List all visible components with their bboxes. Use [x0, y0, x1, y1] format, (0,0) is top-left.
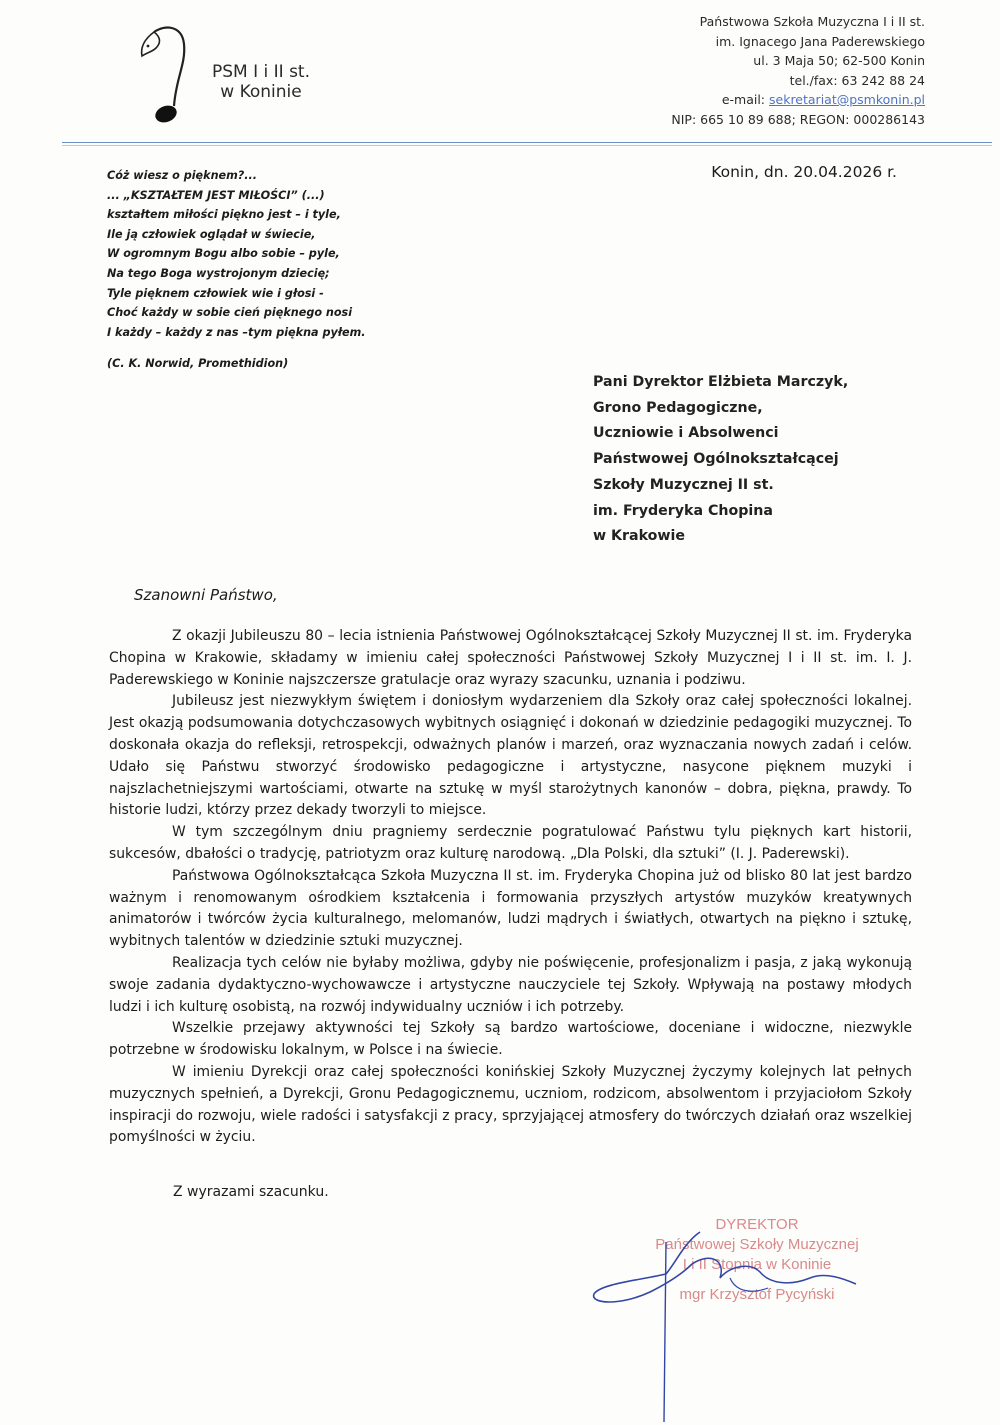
- recipient-line: Państwowej Ogólnokształcącej: [593, 451, 839, 468]
- recipient-line: Szkoły Muzycznej II st.: [593, 476, 774, 493]
- letter-greeting: Szanowni Państwo,: [134, 586, 278, 604]
- letter-paragraph: Wszelkie przejawy aktywności tej Szkoły są bardzo wartościowe, doceniane i widoczne, niezwykle potrzebne w środowisku lokalnym, w Polsce i na świecie.: [109, 1020, 912, 1059]
- school-ids: NIP: 665 10 89 688; REGON: 000286143: [671, 111, 925, 127]
- quote-line: Choć każdy w sobie cień pięknego nosi: [107, 306, 353, 320]
- school-name: Państwowa Szkoła Muzyczna I i II st.: [699, 14, 925, 29]
- school-email-row: [671, 90, 925, 110]
- school-patron: im. Ignacego Jana Paderewskiego: [715, 33, 925, 49]
- logo-text-line1: PSM I i II st.: [211, 62, 310, 82]
- recipient-line: Pani Dyrektor Elżbieta Marczyk,: [593, 374, 849, 390]
- letter-date: Konin, dn. 20.04.2026 r.: [711, 163, 897, 181]
- quote-line: kształtem miłości piękno jest – i tyle,: [107, 208, 341, 222]
- letter-paragraph: W tym szczególnym dniu pragniemy serdecznie pogratulować Państwu tylu pięknych kart historii, sukcesów, dbałości o tradycję, patriotyzm oraz kulturę narodową. „Dla Polski, dla sztuki” (I. J. Paderewski).: [109, 824, 912, 862]
- stamp-director-name: mgr Krzysztof Pycyński: [679, 1286, 835, 1303]
- quote-line: ... „KSZTAŁTEM JEST MIŁOŚCI” (...): [107, 188, 325, 202]
- school-phone: tel./fax: 63 242 88 24: [789, 72, 925, 88]
- stamp-school: Państwowej Szkoły Muzycznej: [655, 1236, 859, 1253]
- recipient-line: w Krakowie: [593, 528, 686, 545]
- logo-text-line2: w Koninie: [220, 82, 302, 102]
- letter-paragraph: Realizacja tych celów nie byłaby możliwa, gdyby nie poświęcenie, profesjonalizm i pasja, z jaką wykonują swoje zadania dydaktyczno-wychowawcze i artystyczne nauczyciele tej Szkoły. Wpływają na postawy młodych ludzi i ich kulturę osobistą, na rozwój indywidualny uczniów i ich potrzeby.: [109, 954, 912, 1015]
- letter-paragraph: W imieniu Dyrekcji oraz całej społeczności konińskiej Szkoły Muzycznej życzymy kolejnych lat pełnych muzycznych spełnień, a Dyrekcji, Gronu Pedagogicznemu, uczniom, rodzicom, absolwentom i przyjaciołom Szkoły inspiracji do rozwoju, wiele radości i satysfakcji z pracy, sprzyjającej atmosfery do twórczych działań oraz wszelkiej pomyślności w życiu.: [109, 1063, 912, 1146]
- school-contact-block: [671, 12, 925, 129]
- quote-line: Cóż wiesz o pięknem?...: [107, 169, 258, 182]
- quote-line: Na tego Boga wystrojonym dziecię;: [107, 266, 330, 280]
- letter-paragraph: Państwowa Ogólnokształcąca Szkoła Muzyczna II st. im. Fryderyka Chopina już od blisko 80 lat jest bardzo ważnym i renomowanym ośrodkiem kształcenia i formowania przyszłych artystów muzyków kreatywnych animatorów i twórców życia kulturalnego, melomanów, ludzi mądrych i światłych, otwartych na piękno i sztukę, wybitnych talentów w dziedzinie sztuki muzycznej.: [109, 867, 912, 950]
- recipient-line: im. Fryderyka Chopina: [593, 502, 773, 519]
- header-divider: [62, 142, 992, 143]
- school-address: ul. 3 Maja 50; 62-500 Konin: [753, 53, 925, 68]
- letter-closing: Z wyrazami szacunku.: [173, 1184, 329, 1200]
- email-link[interactable]: sekretariat@psmkonin.pl: [769, 92, 925, 107]
- quote-line: W ogromnym Bogu albo sobie – pyle,: [107, 247, 340, 261]
- quote-line: Tyle pięknem człowiek wie i głosi -: [107, 286, 324, 300]
- letter-paragraph: Jubileusz jest niezwykłym świętem i doniosłym wydarzeniem dla Szkoły oraz całej społeczności lokalnej. Jest okazją podsumowania dotychczasowych wybitnych osiągnięć i dokonań w dziedzinie pedagogiki muzycznej. To doskonała okazja do refleksji, retrospekcji, odważnych planów i marzeń, oraz wyznaczania nowych zadań i celów. Udało się Państwu stworzyć środowisko pedagogiczne i artystyczne, nasycone pięknem muzyki i najszlachetniejszymi wartościami, otwarte na sztukę w myśl starożytnych kanonów – dobra, piękna, prawdy. To historie ludzi, którzy przez dekady tworzyli to miejsce.: [109, 693, 912, 819]
- email-label: e-mail:: [721, 92, 769, 107]
- norwid-quote: [107, 166, 365, 342]
- stamp-title: DYREKTOR: [715, 1216, 799, 1233]
- handwritten-signature-icon: [580, 1222, 880, 1422]
- header-divider-shadow: [62, 145, 992, 146]
- quote-attribution: (C. K. Norwid, Promethidion): [107, 357, 289, 370]
- quote-line: Ile ją człowiek oglądał w świecie,: [107, 227, 316, 241]
- letter-body: [109, 626, 912, 1149]
- recipient-block: [593, 370, 848, 550]
- letter-paragraph: Z okazji Jubileuszu 80 – lecia istnienia Państwowej Ogólnokształcącej Szkoły Muzycznej II st. im. Fryderyka Chopina w Krakowie, składamy w imieniu całej społeczności Państwowej Szkoły Muzycznej I i II st. im. I. J. Paderewskiego w Koninie najszczersze gratulacje oraz wyrazy szacunku, uznania i podziwu.: [109, 628, 912, 688]
- recipient-line: Uczniowie i Absolwenci: [593, 425, 779, 442]
- quote-line: I każdy – każdy z nas –tym piękna pyłem.: [107, 325, 366, 339]
- stamp-level: I i II Stopnia w Koninie: [682, 1256, 832, 1273]
- recipient-line: Grono Pedagogiczne,: [593, 399, 763, 416]
